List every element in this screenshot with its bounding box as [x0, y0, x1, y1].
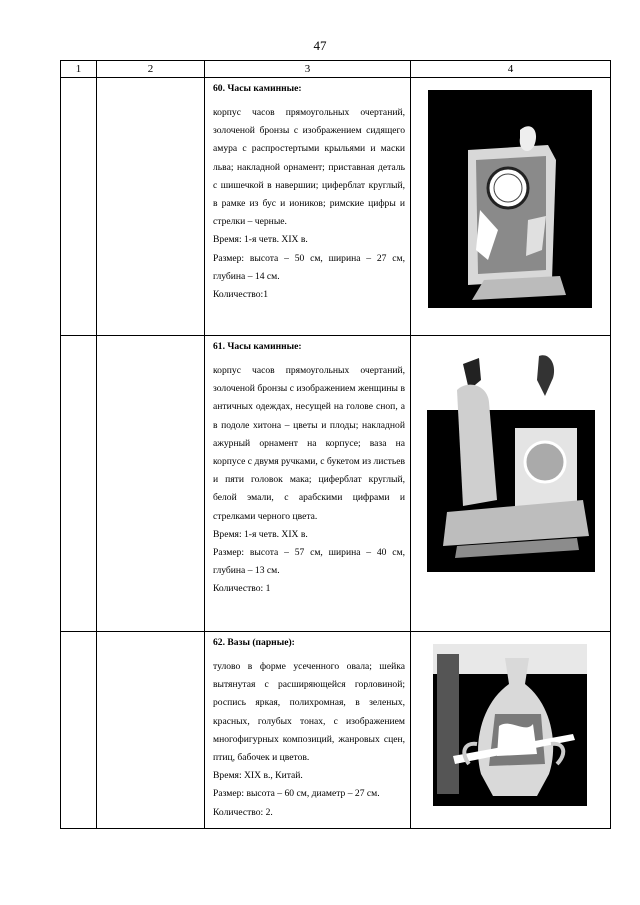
- item-description: корпус часов прямоугольных очертаний, золоченой бронзы с изображением женщины в античных одеждах, несущей на голове сноп, а в подоле хитона – цветы и плоды; накладной ажурный орнамент на корпусе; ваза на корпусе с двумя ручками, с букетом из листьев и пяти головок мака; циферблат круглый, белой эмали, с арабскими цифрами и стрелками черного цвета.: [213, 365, 405, 522]
- chinese-vase-photo: [433, 644, 587, 806]
- empty-cell: [97, 336, 205, 632]
- column-header: 3: [205, 61, 411, 78]
- empty-cell: [61, 632, 97, 829]
- image-cell: [411, 78, 611, 336]
- column-header: 1: [61, 61, 97, 78]
- empty-cell: [97, 632, 205, 829]
- column-header: 2: [97, 61, 205, 78]
- item-time: Время: XIX в., Китай.: [213, 770, 303, 782]
- item-quantity: Количество: 2.: [213, 806, 273, 818]
- mantel-clock-woman-photo: [427, 350, 595, 572]
- mantel-clock-cupid-photo: [428, 90, 592, 308]
- item-description: корпус часов прямоугольных очертаний, золоченой бронзы с изображением сидящего амура с распростертыми крыльями и маски льва; накладной орнамент; приставная деталь с шишечкой в навершии; циферблат круглый, в рамке из бус и иоников; римские цифры и стрелки – черные.: [213, 107, 405, 228]
- item-title: 61. Часы каминные:: [213, 341, 302, 352]
- image-cell: [411, 632, 611, 829]
- item-time: Время: 1-я четв. XIX в.: [213, 528, 308, 540]
- empty-cell: [97, 78, 205, 336]
- item-title: 60. Часы каминные:: [213, 83, 302, 94]
- table-header-row: [61, 61, 611, 78]
- item-size: Размер: высота – 57 см, ширина – 40 см, глубина – 13 см.: [213, 547, 405, 577]
- item-size: Размер: высота – 60 см, диаметр – 27 см.: [213, 788, 380, 800]
- description-cell: [205, 632, 411, 829]
- table-row: [61, 336, 611, 632]
- item-size: Размер: высота – 50 см, ширина – 27 см, глубина – 14 см.: [213, 252, 405, 282]
- table-row: [61, 632, 611, 829]
- item-title: 62. Вазы (парные):: [213, 637, 295, 648]
- catalog-table: [60, 60, 611, 829]
- item-quantity: Количество:1: [213, 289, 269, 301]
- table-row: [61, 78, 611, 336]
- empty-cell: [61, 336, 97, 632]
- item-quantity: Количество: 1: [213, 583, 271, 595]
- image-cell: [411, 336, 611, 632]
- column-header: 4: [411, 61, 611, 78]
- description-cell: [205, 78, 411, 336]
- description-cell: [205, 336, 411, 632]
- empty-cell: [61, 78, 97, 336]
- item-time: Время: 1-я четв. XIX в.: [213, 234, 308, 246]
- page-number: 47: [313, 38, 327, 53]
- item-description: тулово в форме усеченного овала; шейка вытянутая с расширяющейся горловиной; роспись яркая, полихромная, в зеленых, красных, голубых тонах, с изображением многофигурных композиций, жанровых сцен, птиц, бабочек и цветов.: [213, 661, 405, 764]
